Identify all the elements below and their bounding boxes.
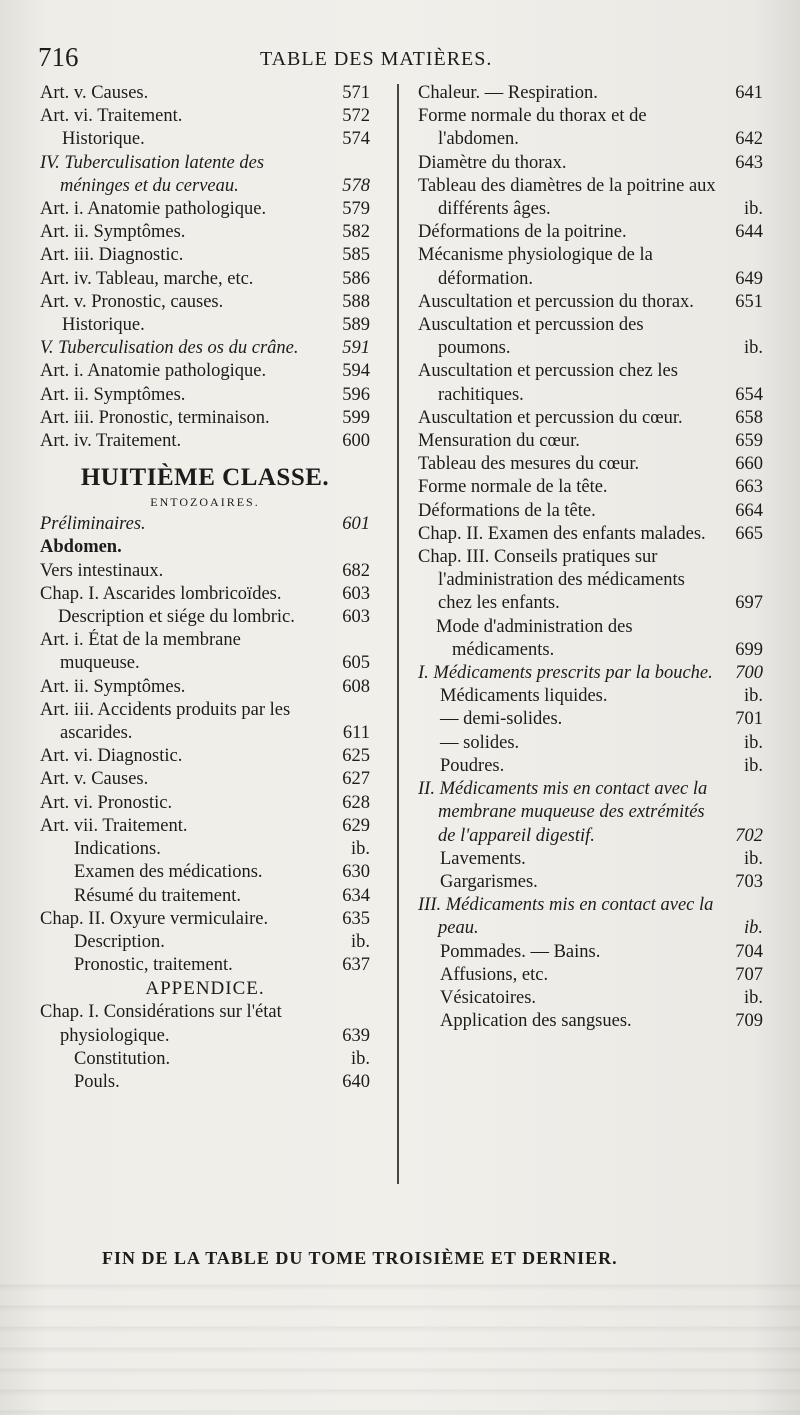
toc-entry-page: 630 (342, 862, 370, 883)
toc-entry-title: Résumé du traitement. (74, 885, 241, 906)
toc-entry-page: 660 (735, 454, 763, 475)
toc-entry (418, 778, 763, 848)
running-title: TABLE DES MATIÈRES. (260, 48, 493, 70)
toc-entry (40, 1001, 370, 1047)
toc-entry (40, 606, 370, 629)
toc-entry-title: Art. vi. Diagnostic. (40, 746, 183, 767)
toc-entry-title: Gargarismes. (440, 871, 538, 892)
toc-entry (40, 699, 370, 745)
toc-entry (40, 838, 370, 861)
toc-entry (40, 861, 370, 884)
end-of-table-note: FIN DE LA TABLE DU TOME TROISIÈME ET DERNIER. (102, 1248, 618, 1268)
toc-entry-page: 641 (735, 83, 763, 103)
toc-entry (40, 792, 370, 815)
toc-entry-title: III. Médicaments mis en contact avec la peau. (418, 895, 714, 939)
toc-entry (40, 536, 370, 559)
toc-entry-title: Médicaments liquides. (440, 686, 608, 707)
page-number: 716 (38, 42, 79, 72)
toc-entry-title: Auscultation et percussion du thorax. (418, 291, 694, 312)
toc-entry (40, 314, 370, 337)
toc-entry-page: 611 (342, 723, 370, 744)
toc-entry-title: Art. v. Causes. (40, 769, 149, 790)
toc-entry-page: 665 (735, 523, 763, 544)
toc-entry-title: Forme normale du thorax et de l'abdomen. (418, 106, 647, 150)
toc-entry (40, 198, 370, 221)
toc-entry (40, 908, 370, 931)
toc-entry-title: Mode d'administration des médicaments. (436, 616, 633, 660)
toc-entry-title: — solides. (440, 732, 520, 753)
toc-entry (40, 745, 370, 768)
toc-entry-page: 585 (342, 245, 370, 266)
toc-entry-page: 701 (735, 709, 763, 730)
toc-entry-title: Chap. I. Considérations sur l'état physiologique. (40, 1002, 282, 1046)
toc-entry (418, 360, 763, 406)
toc-entry-title: Art. i. Anatomie pathologique. (40, 199, 267, 220)
toc-entry (40, 1048, 370, 1071)
toc-entry-title: Art. i. État de la membrane muqueuse. (40, 630, 241, 674)
toc-entry (40, 768, 370, 791)
toc-entry (418, 291, 763, 314)
toc-entry-title: Art. iv. Traitement. (40, 431, 182, 452)
toc-entry-title: Auscultation et percussion chez les rachitiques. (418, 361, 678, 405)
toc-entry-title: Examen des médications. (74, 862, 263, 883)
toc-entry-page: 637 (342, 955, 370, 976)
toc-entry-title: Vésicatoires. (440, 987, 537, 1008)
toc-entry-page: 605 (342, 653, 370, 674)
toc-entry (418, 616, 763, 662)
toc-entry (40, 560, 370, 583)
toc-entry (418, 894, 763, 940)
toc-entry-title: Chap. II. Examen des enfants malades. (418, 523, 706, 544)
toc-entry (418, 1010, 763, 1033)
toc-entry (40, 931, 370, 954)
toc-entry-page: 596 (342, 384, 370, 405)
toc-entry (40, 152, 370, 198)
toc-entry (40, 244, 370, 267)
toc-entry-page: 651 (735, 291, 763, 312)
toc-entry (40, 268, 370, 291)
toc-entry-title: Art. i. Anatomie pathologique. (40, 361, 267, 382)
toc-entry (40, 1071, 370, 1094)
toc-entry-title: Préliminaires. (40, 514, 146, 535)
toc-entry-title: Auscultation et percussion du cœur. (418, 407, 683, 428)
toc-entry-page: 659 (735, 431, 763, 452)
toc-entry-page: 625 (342, 746, 370, 767)
toc-entry-title: Art. v. Pronostic, causes. (40, 291, 224, 312)
toc-entry-page: 582 (342, 222, 370, 243)
toc-entry (418, 871, 763, 894)
toc-entry-page: 639 (342, 1025, 370, 1046)
toc-entry-page: ib. (743, 338, 763, 359)
toc-entry-title: Application des sangsues. (440, 1011, 632, 1032)
toc-entry-page: 627 (342, 769, 370, 790)
toc-entry (418, 407, 763, 430)
toc-entry-title: Art. ii. Symptômes. (40, 384, 186, 405)
toc-entry-page: 599 (342, 407, 370, 428)
toc-entry (418, 546, 763, 616)
toc-entry-title: Mécanisme physiologique de la déformation. (418, 245, 653, 289)
toc-entry-title: Chap. II. Oxyure vermiculaire. (40, 908, 269, 929)
toc-entry-page: ib. (350, 839, 370, 860)
toc-entry-page: 601 (342, 514, 370, 535)
toc-entry-page: 635 (342, 908, 370, 929)
toc-entry (418, 152, 763, 175)
toc-entry (40, 360, 370, 383)
toc-entry (40, 676, 370, 699)
toc-entry-page: 574 (342, 129, 370, 150)
toc-entry (418, 941, 763, 964)
toc-entry-title: Pouls. (74, 1071, 120, 1092)
toc-entry-title: I. Médicaments prescrits par la bouche. (418, 663, 713, 684)
toc-entry-title: Art. vi. Traitement. (40, 106, 183, 127)
toc-entry (40, 815, 370, 838)
appendix-heading: APPENDICE. (145, 978, 265, 1000)
toc-entry-title: Poudres. (440, 755, 505, 776)
toc-entry-page: 644 (735, 222, 763, 243)
toc-entry (418, 685, 763, 708)
toc-entry-page: 663 (735, 477, 763, 498)
toc-entry (40, 629, 370, 675)
toc-entry-page: 703 (735, 871, 763, 892)
toc-entry (418, 105, 763, 151)
toc-entry-page: 591 (342, 338, 370, 359)
toc-entry-title: Historique. (62, 129, 145, 150)
toc-entry-title: Art. vii. Traitement. (40, 815, 188, 836)
toc-entry-title: Art. iii. Diagnostic. (40, 245, 184, 266)
toc-entry-title: IV. Tuberculisation latente des méninges et du cerveau. (40, 152, 265, 196)
toc-entry-page: 608 (342, 676, 370, 697)
column-divider (397, 84, 399, 1184)
toc-entry-title: Historique. (62, 315, 145, 336)
toc-entry-title: Indications. (74, 839, 161, 860)
toc-entry (40, 384, 370, 407)
toc-entry (40, 407, 370, 430)
toc-entry-page: 628 (342, 792, 370, 813)
toc-entry (40, 513, 370, 536)
toc-entry-page: ib. (743, 199, 763, 220)
toc-entry-page: 658 (735, 407, 763, 428)
toc-entry-title: Chap. I. Ascarides lombricoïdes. (40, 583, 282, 604)
toc-entry-page: 603 (342, 583, 370, 604)
toc-entry-title: II. Médicaments mis en contact avec la membrane muqueuse des extrémités de l'appareil digestif. (418, 779, 708, 846)
toc-entry-page: 664 (735, 500, 763, 521)
toc-entry-title: Vers intestinaux. (40, 560, 164, 581)
toc-entry-page: ib. (743, 918, 763, 939)
toc-entry-page: 589 (342, 315, 370, 336)
toc-entry-title: V. Tuberculisation des os du crâne. (40, 338, 299, 359)
toc-left-column (40, 82, 370, 1094)
toc-entry (418, 662, 763, 685)
toc-entry-title: Description et siége du lombric. (58, 607, 295, 628)
toc-entry-title: Affusions, etc. (440, 964, 549, 985)
toc-entry (418, 755, 763, 778)
toc-entry-page: 700 (735, 663, 763, 684)
toc-entry-page: ib. (350, 931, 370, 952)
toc-entry-page: 682 (342, 560, 370, 581)
toc-entry (418, 500, 763, 523)
toc-entry-title: Art. vi. Pronostic. (40, 792, 173, 813)
toc-right-column (418, 82, 763, 1033)
toc-entry (418, 430, 763, 453)
toc-entry-page: 634 (342, 885, 370, 906)
toc-entry (418, 175, 763, 221)
toc-entry-page: 603 (342, 607, 370, 628)
toc-entry-title: Art. iv. Tableau, marche, etc. (40, 268, 254, 289)
toc-entry (40, 583, 370, 606)
toc-entry-page: 640 (342, 1071, 370, 1092)
toc-entry (418, 708, 763, 731)
toc-entry-page: ib. (743, 732, 763, 753)
toc-entry-title: Pronostic, traitement. (74, 955, 233, 976)
toc-entry-page: 654 (735, 384, 763, 405)
toc-entry-page: 702 (735, 825, 763, 846)
toc-entry (418, 244, 763, 290)
toc-entry-page: 600 (342, 431, 370, 452)
toc-entry-title: Mensuration du cœur. (418, 431, 580, 452)
toc-entry-title: Tableau des diamètres de la poitrine aux différents âges. (418, 175, 716, 220)
toc-entry (40, 128, 370, 151)
toc-entry (418, 314, 763, 360)
toc-entry-title: Tableau des mesures du cœur. (418, 454, 640, 475)
toc-entry-page: 697 (735, 593, 763, 614)
toc-entry-page: 707 (735, 964, 763, 985)
toc-entry (40, 885, 370, 908)
toc-entry-page: 642 (735, 129, 763, 150)
toc-entry-page: 588 (342, 291, 370, 312)
toc-entry-page: 594 (342, 361, 370, 382)
toc-entry (40, 291, 370, 314)
toc-entry-title: Lavements. (440, 848, 526, 869)
toc-entry-page: ib. (350, 1048, 370, 1069)
toc-entry-page: ib. (743, 848, 763, 869)
toc-entry-page: 572 (342, 106, 370, 127)
toc-entry-title: Art. iii. Accidents produits par les ascarides. (40, 699, 291, 744)
toc-entry (418, 848, 763, 871)
toc-entry (418, 987, 763, 1010)
toc-entry (418, 523, 763, 546)
toc-entry-title: Chaleur. — Respiration. (418, 83, 598, 103)
toc-entry-title: Art. iii. Pronostic, terminaison. (40, 407, 270, 428)
toc-entry-title: Auscultation et percussion des poumons. (418, 315, 644, 359)
toc-entry (418, 476, 763, 499)
toc-entry (418, 82, 763, 105)
toc-entry-title: Constitution. (74, 1048, 171, 1069)
toc-entry-title: Art. v. Causes. (40, 83, 149, 103)
toc-entry-title: Art. ii. Symptômes. (40, 676, 186, 697)
toc-entry-page: 699 (735, 639, 763, 660)
toc-entry-page: ib. (743, 755, 763, 776)
toc-entry-page: 629 (342, 815, 370, 836)
toc-entry-page: 709 (735, 1011, 763, 1032)
class-subheading: ENTOZOAIRES. (150, 495, 260, 510)
toc-entry-title: Pommades. — Bains. (440, 941, 601, 962)
toc-entry-title: Chap. III. Conseils pratiques sur l'administration des médicaments chez les enfants. (418, 547, 685, 614)
toc-entry-title: Abdomen. (40, 537, 122, 558)
toc-entry (40, 337, 370, 360)
toc-entry (418, 964, 763, 987)
toc-entry-page: 704 (735, 941, 763, 962)
toc-entry-page: 578 (342, 175, 370, 196)
bleed-through-texture (0, 1270, 800, 1415)
toc-entry (418, 453, 763, 476)
toc-entry-page: 579 (342, 199, 370, 220)
toc-entry-page: ib. (743, 686, 763, 707)
toc-entry (40, 221, 370, 244)
toc-entry-page: 643 (735, 152, 763, 173)
toc-entry-title: Art. ii. Symptômes. (40, 222, 186, 243)
toc-entry-page: 649 (735, 268, 763, 289)
toc-entry-title: Forme normale de la tête. (418, 477, 608, 498)
toc-entry (418, 221, 763, 244)
toc-entry (40, 954, 370, 977)
toc-entry-title: — demi-solides. (440, 709, 563, 730)
toc-entry-title: Description. (74, 931, 165, 952)
toc-entry (40, 430, 370, 453)
toc-entry (40, 82, 370, 105)
toc-entry-title: Déformations de la poitrine. (418, 222, 627, 243)
toc-entry (40, 105, 370, 128)
toc-entry-title: Déformations de la tête. (418, 500, 596, 521)
toc-entry-title: Diamètre du thorax. (418, 152, 567, 173)
toc-entry-page: 571 (342, 83, 370, 103)
toc-entry-page: 586 (342, 268, 370, 289)
toc-entry (418, 732, 763, 755)
class-heading: HUITIÈME CLASSE. (80, 464, 330, 492)
toc-entry-page: ib. (743, 987, 763, 1008)
page-header (38, 42, 768, 82)
